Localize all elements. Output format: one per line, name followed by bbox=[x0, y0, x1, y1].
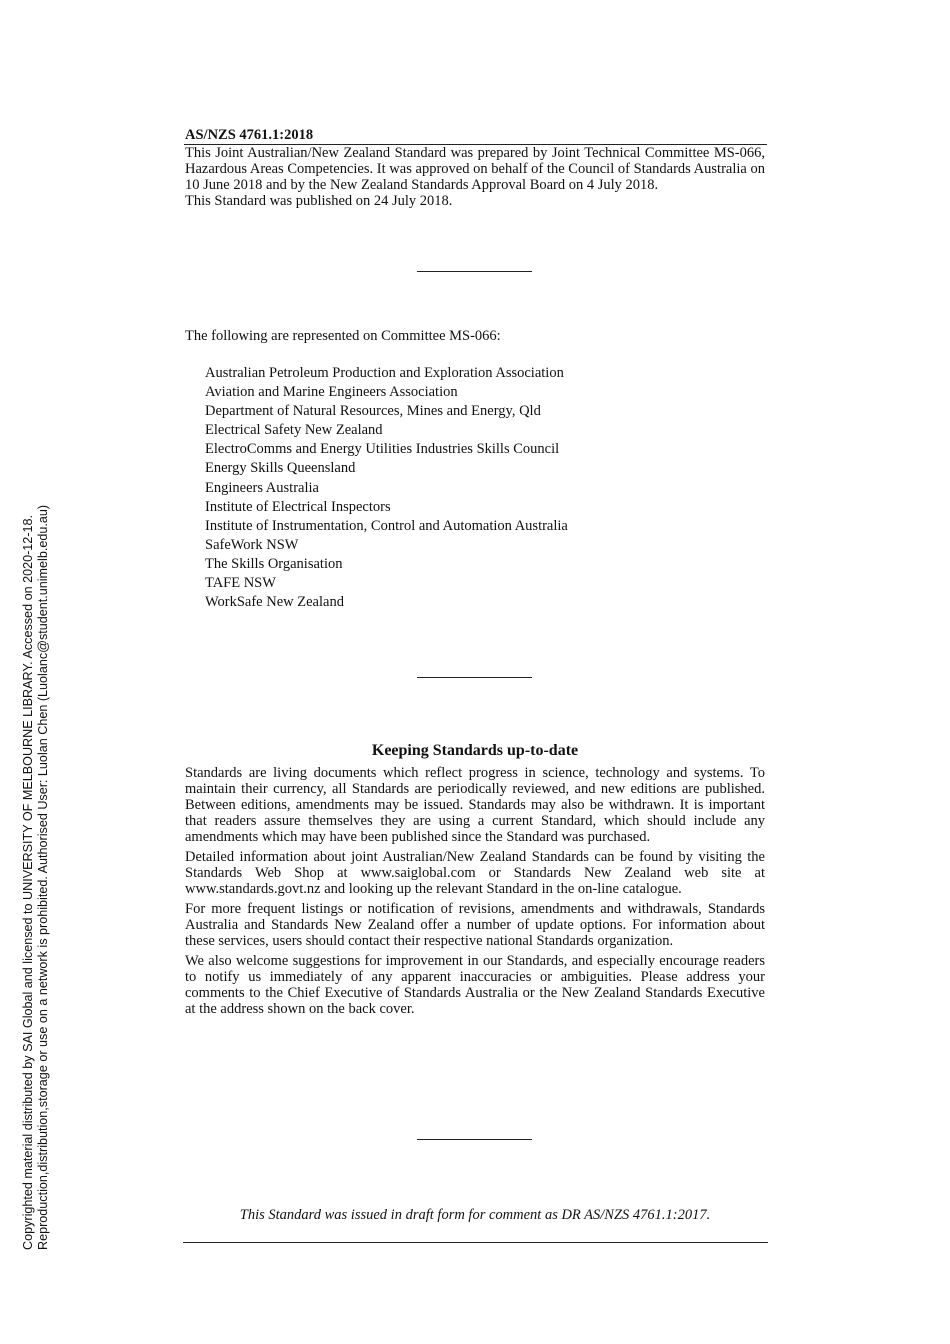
section-divider bbox=[417, 677, 532, 678]
committee-member: ElectroComms and Energy Utilities Industries Skills Council bbox=[205, 441, 560, 458]
section-divider bbox=[417, 271, 532, 272]
committee-member: WorkSafe New Zealand bbox=[205, 594, 344, 611]
preparation-statement bbox=[185, 145, 765, 209]
committee-member: Electrical Safety New Zealand bbox=[205, 422, 383, 439]
body-paragraph: For more frequent listings or notification of revisions, amendments and withdrawals, Standards Australia and Standards New Zealand offer a number of update options. For information about these services, users should contact their respective national Standards organization. bbox=[185, 901, 765, 949]
copyright-line-2: Reproduction,distribution,storage or use on a network is prohibited. Authorised User: Luolan Chen (Luolanc@student.unimelb.edu.au) bbox=[36, 504, 50, 1250]
committee-member: The Skills Organisation bbox=[205, 555, 343, 572]
committee-member: Institute of Electrical Inspectors bbox=[205, 498, 391, 515]
committee-member: SafeWork NSW bbox=[205, 536, 299, 553]
committee-member: Institute of Instrumentation, Control and Automation Australia bbox=[205, 517, 568, 534]
committee-member: Engineers Australia bbox=[205, 479, 319, 496]
committee-member: TAFE NSW bbox=[205, 575, 276, 592]
committee-member: Australian Petroleum Production and Exploration Association bbox=[205, 365, 564, 381]
preparation-text: This Joint Australian/New Zealand Standard was prepared by Joint Technical Committee MS-066, Hazardous Areas Competencies. It was approved on behalf of the Council of Standards Australia on 10 June 2018 and by the New Zealand Standards Approval Board on 4 July 2018. bbox=[185, 145, 765, 193]
keeping-standards-heading: Keeping Standards up-to-date bbox=[371, 742, 579, 759]
body-paragraph: We also welcome suggestions for improvement in our Standards, and especially encourage readers to notify us immediately of any apparent inaccuracies or ambiguities. Please address your comments to the Chief Executive of Standards Australia or the New Zealand Standards Executive at the address shown on the back cover. bbox=[185, 953, 765, 1017]
section-divider bbox=[417, 1139, 532, 1140]
body-paragraph: Standards are living documents which reflect progress in science, technology and systems. To maintain their currency, all Standards are periodically reviewed, and new editions are published. Between editions, amendments may be issued. Standards may also be withdrawn. It is important that readers assure themselves they are using a current Standard, which should include any amendments which may have been published since the Standard was purchased. bbox=[185, 765, 765, 845]
committee-intro: The following are represented on Committee MS-066: bbox=[185, 328, 501, 344]
committee-member-list bbox=[205, 364, 568, 612]
footer-rule bbox=[183, 1242, 768, 1243]
copyright-line-1: Copyrighted material distributed by SAI Global and licensed to UNIVERSITY OF MELBOURNE LIBRARY. Accessed on 2020-12-18. bbox=[21, 515, 35, 1250]
draft-note: This Standard was issued in draft form for comment as DR AS/NZS 4761.1:2017. bbox=[239, 1207, 711, 1223]
keeping-standards-body bbox=[185, 765, 765, 1021]
publication-date-text: This Standard was published on 24 July 2018. bbox=[185, 193, 453, 209]
committee-member: Department of Natural Resources, Mines and Energy, Qld bbox=[205, 403, 541, 420]
body-paragraph: Detailed information about joint Australian/New Zealand Standards can be found by visiting the Standards Web Shop at www.saiglobal.com or Standards New Zealand web site at www.standards.govt.nz and looking up the relevant Standard in the on-line catalogue. bbox=[185, 849, 765, 897]
copyright-sidebar bbox=[20, 0, 80, 1250]
committee-member: Aviation and Marine Engineers Association bbox=[205, 384, 458, 401]
document-id: AS/NZS 4761.1:2018 bbox=[185, 127, 314, 143]
committee-member: Energy Skills Queensland bbox=[205, 460, 356, 477]
